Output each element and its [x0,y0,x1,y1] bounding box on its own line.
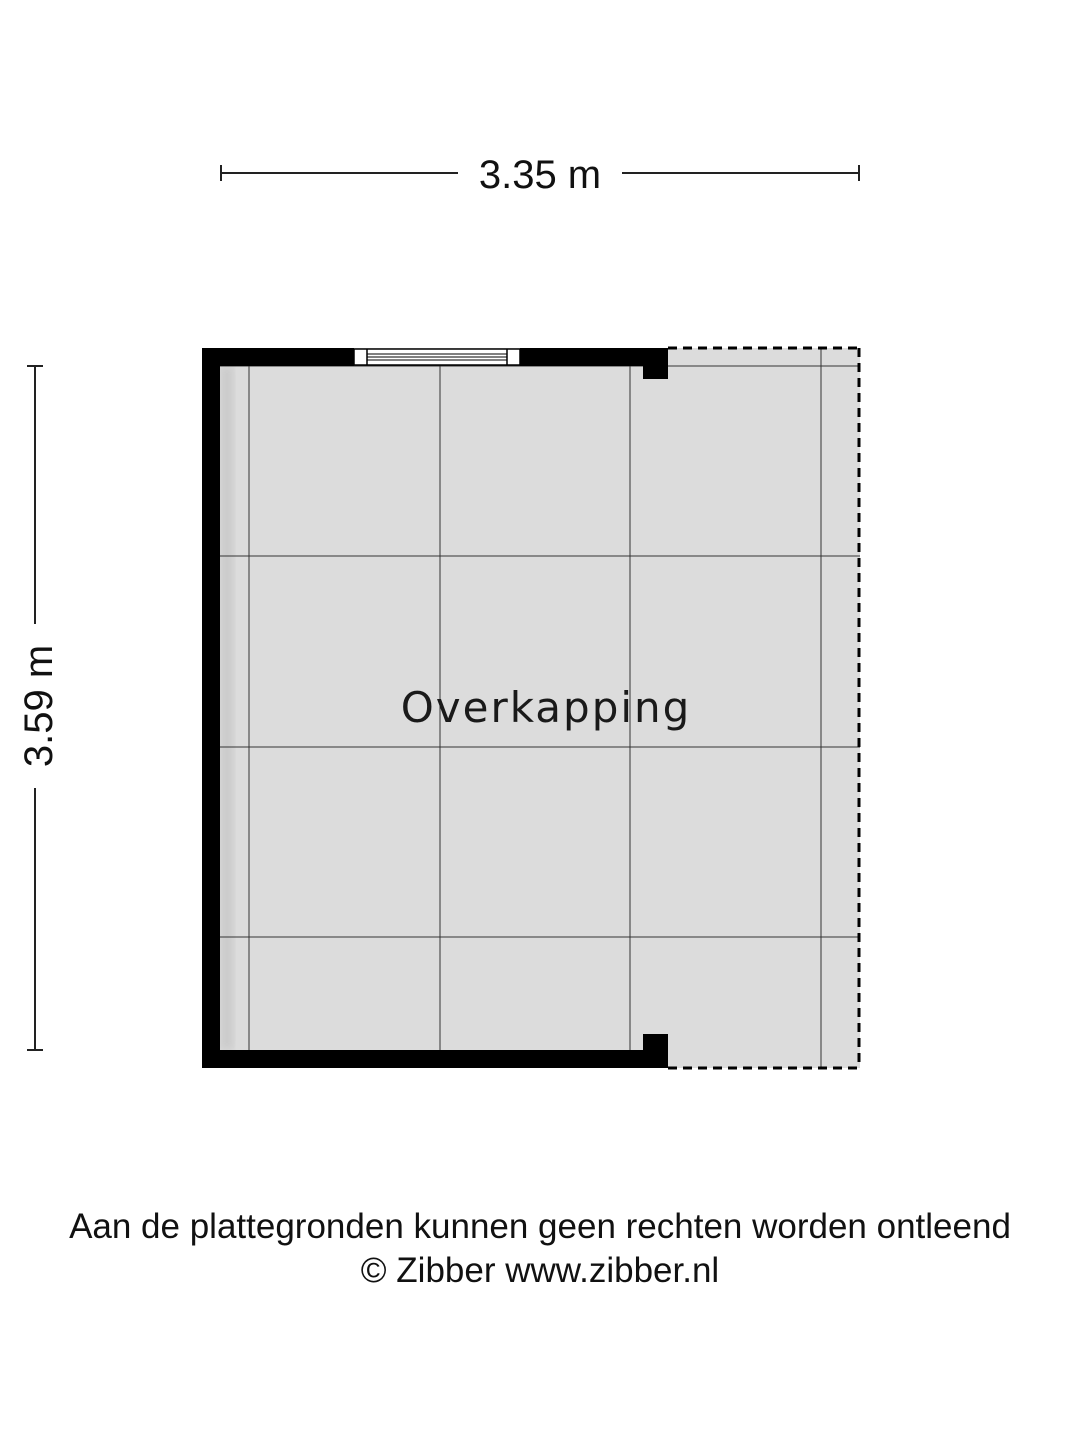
wall-left [202,348,220,1068]
floor-wall-shadow [220,366,234,1050]
width-dimension-label: 3.35 m [478,153,602,197]
room-label: Overkapping [400,683,692,732]
height-dimension-label: 3.59 m [17,644,61,768]
window [354,349,520,365]
column-top [643,348,668,379]
disclaimer-text: Aan de plattegronden kunnen geen rechten worden ontleend [69,1207,1011,1246]
width-dimension [221,153,859,197]
wall-bottom [202,1050,668,1068]
height-dimension [17,366,61,1050]
wall-top-left [202,348,354,366]
copyright-text: © Zibber www.zibber.nl [360,1251,720,1290]
column-bottom [643,1034,668,1068]
